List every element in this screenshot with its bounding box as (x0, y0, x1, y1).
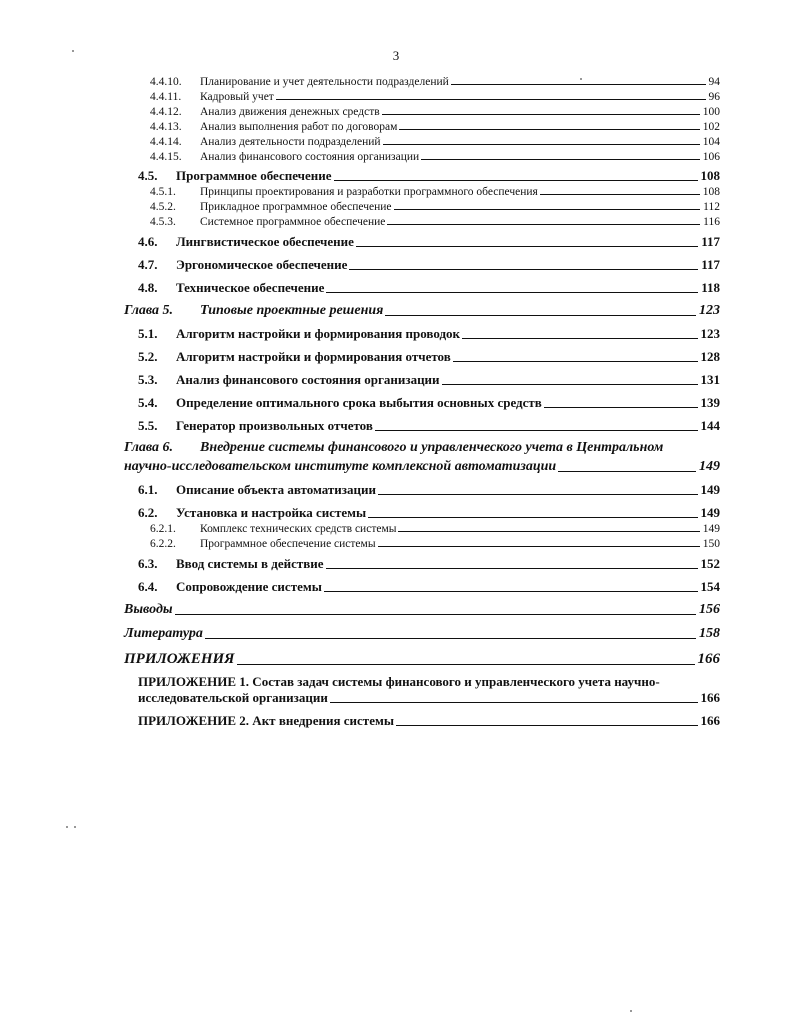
scan-speck (72, 50, 74, 52)
toc-entry (138, 279, 720, 296)
toc-entry-number: 5.3. (138, 372, 158, 387)
toc-entry-number: 6.3. (138, 556, 158, 571)
leader-line (396, 725, 698, 726)
toc-entry-title-continued: исследовательской организации (138, 690, 328, 705)
leader-line (205, 638, 696, 639)
leader-line (368, 517, 697, 518)
leader-line (540, 194, 700, 195)
toc-entry-title: ПРИЛОЖЕНИЕ 1. Состав задач системы финансового и управленческого учета научно- (138, 674, 660, 689)
toc-entry-title: Типовые проектные решения (200, 303, 384, 318)
toc-entry-page: 150 (702, 538, 720, 550)
leader-line (330, 702, 698, 703)
toc-entry-title: Алгоритм настройки и формирования проводок (176, 326, 461, 341)
toc-entry-number: 4.7. (138, 257, 158, 272)
scan-speck (630, 1010, 632, 1012)
toc-entry-number: 6.2. (138, 505, 158, 520)
toc-entry-title: Анализ выполнения работ по договорам (200, 121, 398, 133)
leader-line (356, 246, 698, 247)
toc-entry-number: 4.5.1. (150, 186, 176, 198)
toc-entry-title: Внедрение системы финансового и управленческого учета в Центральном (200, 440, 664, 455)
toc-entry (150, 534, 720, 550)
toc-entry (150, 147, 720, 163)
toc-entry-number: 4.4.10. (150, 76, 182, 88)
toc-entry (138, 578, 720, 595)
toc-entry-number: Глава 5. (124, 303, 174, 318)
leader-line (375, 430, 698, 431)
toc-chapter (124, 600, 720, 618)
toc-entry-number: 4.4.15. (150, 151, 182, 163)
toc-entry-title: Описание объекта автоматизации (176, 482, 376, 497)
toc-chapter (124, 648, 720, 668)
toc-entry-page: 158 (699, 626, 720, 641)
toc-entry-title: Установка и настройка системы (176, 505, 367, 520)
toc-entry-title: Программное обеспечение системы (200, 538, 376, 550)
leader-line (453, 361, 698, 362)
leader-line (462, 338, 697, 339)
toc-entry-title: Системное программное обеспечение (200, 216, 386, 228)
toc-entry-number: 5.2. (138, 349, 158, 364)
toc-entry-title: Сопровождение системы (176, 579, 322, 594)
leader-line (451, 84, 706, 85)
toc-entry (138, 233, 720, 250)
toc-entry (138, 394, 720, 411)
toc-entry-page: 108 (700, 168, 720, 183)
leader-line (326, 292, 698, 293)
toc-entry (138, 417, 720, 434)
toc-entry-title: Эргономическое обеспечение (176, 257, 348, 272)
leader-line (442, 384, 698, 385)
toc-entry-page: 149 (699, 459, 720, 474)
toc-entry (138, 325, 720, 342)
toc-entry-number: 4.8. (138, 280, 158, 295)
toc-entry-title: Анализ финансового состояния организации (200, 151, 420, 163)
leader-line (394, 209, 701, 210)
leader-line (276, 99, 706, 100)
toc-entry-page: 118 (701, 280, 720, 295)
leader-line (349, 269, 698, 270)
leader-line (378, 494, 698, 495)
toc-entry-number: 4.5.2. (150, 201, 176, 213)
leader-line (558, 471, 696, 472)
toc-entry-title: ПРИЛОЖЕНИЯ (124, 651, 235, 667)
leader-line (378, 546, 700, 547)
leader-line (387, 224, 700, 225)
toc-entry-page: 166 (700, 713, 720, 728)
toc-entry-number: 4.6. (138, 234, 158, 249)
toc-entry-page: 166 (697, 651, 720, 667)
toc-entry-number: 6.4. (138, 579, 158, 594)
toc-entry-title: Генератор произвольных отчетов (176, 418, 373, 433)
toc-entry (150, 72, 720, 88)
toc-entry (138, 481, 720, 498)
toc-entry-number: 4.4.14. (150, 136, 182, 148)
toc-entry (150, 132, 720, 148)
toc-entry-number: 4.4.11. (150, 91, 182, 103)
leader-line (385, 315, 696, 316)
toc-chapter (124, 301, 720, 319)
toc-entry-title: Анализ движения денежных средств (200, 106, 380, 118)
toc-entry-page: 166 (700, 690, 720, 705)
toc-chapter (124, 624, 720, 642)
toc-entry-page: 152 (700, 556, 720, 571)
leader-line (175, 614, 696, 615)
toc-entry (138, 256, 720, 273)
toc-entry-title: Ввод системы в действие (176, 556, 324, 571)
toc-entry-page: 123 (699, 303, 720, 318)
toc-entry-page: 96 (708, 91, 720, 103)
leader-line (544, 407, 698, 408)
toc-entry-title: Выводы (124, 602, 173, 617)
leader-line (382, 114, 700, 115)
toc-entry-page: 156 (699, 602, 720, 617)
toc-entry-page: 116 (703, 216, 720, 228)
toc-entry-title: Техническое обеспечение (176, 280, 325, 295)
toc-entry-title: ПРИЛОЖЕНИЕ 2. Акт внедрения системы (138, 713, 394, 728)
scan-speck (74, 826, 76, 828)
toc-entry-number: 4.4.12. (150, 106, 182, 118)
toc-entry (150, 519, 720, 535)
page-number: 3 (392, 48, 400, 63)
leader-line (324, 591, 698, 592)
toc-entry-title: Кадровый учет (200, 91, 274, 103)
toc-entry-title: Планирование и учет деятельности подразделений (200, 76, 449, 88)
toc-entry (150, 87, 720, 103)
toc-appendix (138, 689, 720, 706)
leader-line (326, 568, 698, 569)
toc-entry-page: 123 (700, 326, 720, 341)
toc-entry-title: Лингвистическое обеспечение (176, 234, 354, 249)
toc-entry-title: Программное обеспечение (176, 168, 332, 183)
leader-line (421, 159, 700, 160)
toc-entry-title: Определение оптимального срока выбытия основных средств (176, 395, 542, 410)
toc-entry-page: 117 (701, 234, 720, 249)
toc-entry-page: 94 (708, 76, 720, 88)
toc-entry-page: 149 (700, 482, 720, 497)
toc-entry-number: 4.5.3. (150, 216, 176, 228)
toc-entry (150, 102, 720, 118)
toc-entry-number: 5.1. (138, 326, 158, 341)
toc-entry-title: Литература (124, 626, 203, 641)
toc-entry-page: 139 (700, 395, 720, 410)
leader-line (383, 144, 700, 145)
leader-line (399, 129, 699, 130)
toc-entry-page: 154 (700, 579, 720, 594)
toc-entry-title: Принципы проектирования и разработки программного обеспечения (200, 186, 538, 198)
toc-entry (138, 348, 720, 365)
toc-entry-title: Прикладное программное обеспечение (200, 201, 392, 213)
toc-entry-number: 6.1. (138, 482, 158, 497)
toc-entry-number: Глава 6. (124, 440, 174, 455)
toc-entry-page: 108 (702, 186, 720, 198)
toc-entry-number: 4.5. (138, 168, 158, 183)
toc-entry-page: 100 (702, 106, 720, 118)
toc-chapter (124, 457, 720, 475)
toc-entry-page: 104 (702, 136, 720, 148)
toc-entry-title: Алгоритм настройки и формирования отчетов (176, 349, 451, 364)
toc-entry-number: 4.4.13. (150, 121, 182, 133)
toc-entry-page: 102 (702, 121, 720, 133)
toc-appendix-line1 (138, 674, 660, 690)
leader-line (398, 531, 699, 532)
scan-speck (580, 78, 582, 80)
toc-appendix (138, 712, 720, 729)
toc-entry-page: 112 (703, 201, 720, 213)
toc-entry-number: 6.2.1. (150, 523, 176, 535)
toc-entry (150, 197, 720, 213)
toc-entry-title-continued: научно-исследовательском институте комплексной автоматизации (124, 459, 557, 474)
leader-line (237, 664, 695, 665)
toc-entry-number: 5.4. (138, 395, 158, 410)
toc-entry-page: 128 (700, 349, 720, 364)
toc-entry (138, 371, 720, 388)
toc-entry (150, 212, 720, 228)
toc-entry-page: 149 (702, 523, 720, 535)
leader-line (334, 180, 698, 181)
toc-entry-page: 144 (700, 418, 720, 433)
scan-speck (66, 826, 68, 828)
toc-entry (138, 555, 720, 572)
toc-entry-number: 6.2.2. (150, 538, 176, 550)
toc-entry-number: 5.5. (138, 418, 158, 433)
toc-entry-title: Комплекс технических средств системы (200, 523, 397, 535)
toc-entry-page: 131 (700, 372, 720, 387)
toc-entry-title: Анализ финансового состояния организации (176, 372, 440, 387)
toc-entry-page: 106 (702, 151, 720, 163)
toc-chapter-line1 (124, 440, 663, 456)
toc-entry-page: 117 (701, 257, 720, 272)
toc-entry (150, 182, 720, 198)
toc-entry (150, 117, 720, 133)
toc-entry-page: 149 (700, 505, 720, 520)
toc-entry-title: Анализ деятельности подразделений (200, 136, 381, 148)
